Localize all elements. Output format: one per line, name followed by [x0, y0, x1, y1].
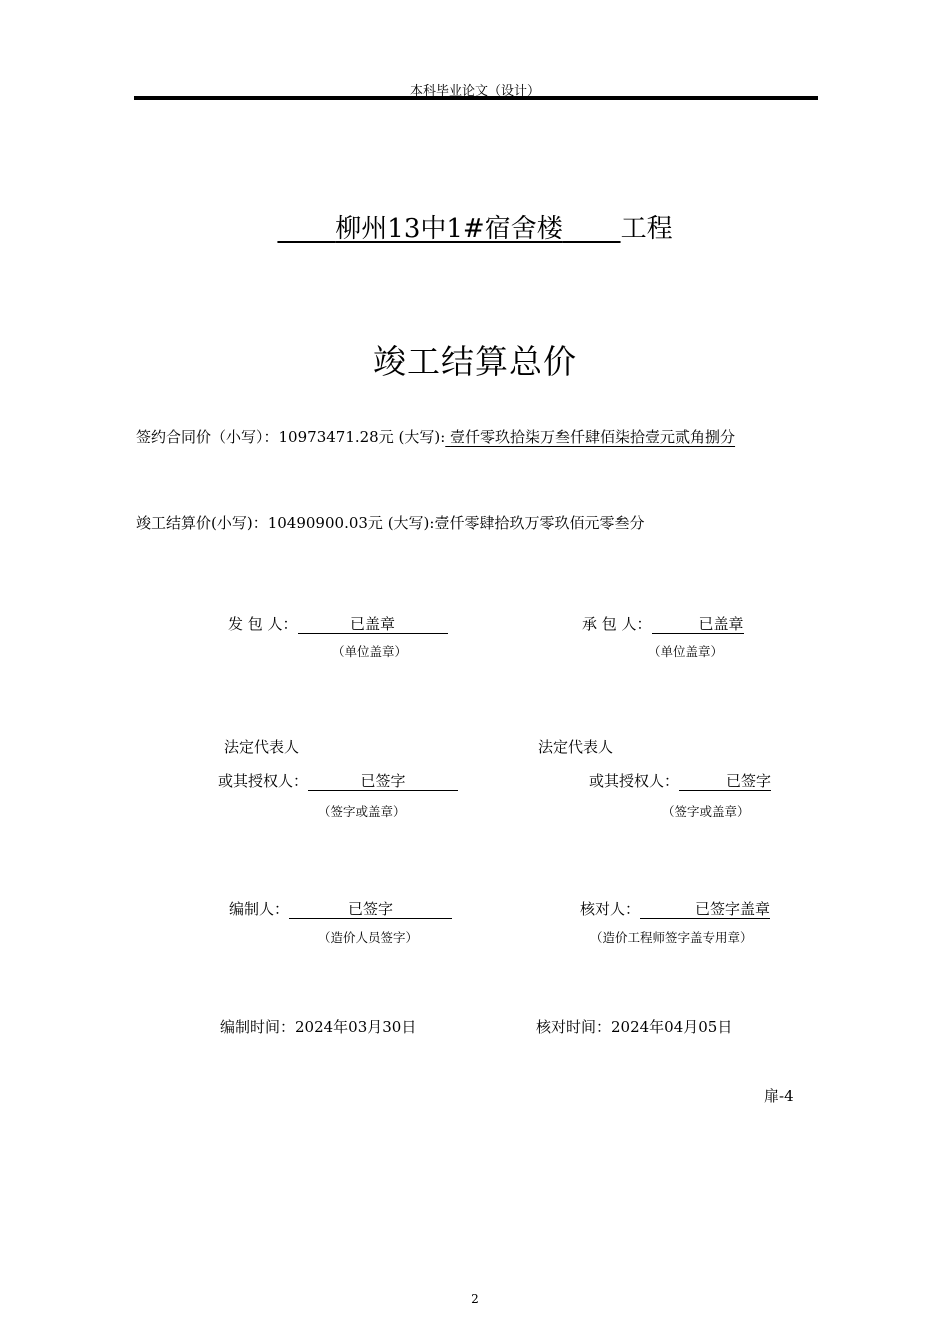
compiled-date: 编制时间：2024年03月30日 — [220, 1018, 417, 1036]
document-title: 竣工结算总价 — [373, 342, 577, 381]
checked-date: 核对时间：2024年04月05日 — [536, 1018, 733, 1036]
settlement-upper-label: (大写): — [387, 514, 435, 532]
header-rule — [134, 96, 818, 100]
settlement-price-label: 竣工结算价(小写)： — [136, 514, 268, 532]
compiler-signature-field: 已签字 — [289, 900, 452, 919]
employer-note: （单位盖章） — [332, 644, 408, 659]
contract-price-line — [136, 426, 735, 447]
checker-label: 核对人： — [580, 900, 641, 918]
checker-signature-field: 已签字盖章 — [640, 900, 770, 919]
compiler-note: （造价人员签字） — [318, 930, 419, 945]
right-rep-label1: 法定代表人 — [538, 738, 614, 756]
left-rep-label2: 或其授权人： — [218, 772, 309, 790]
settlement-upper-amount: 壹仟零肆拾玖万零玖佰元零叁分 — [434, 514, 645, 532]
left-rep-signature-field: 已签字 — [308, 772, 458, 791]
right-rep-row — [589, 770, 771, 791]
left-rep-row — [218, 770, 458, 791]
contractor-row — [582, 613, 744, 634]
settlement-price-amount: 10490900.03元 — [267, 514, 383, 532]
project-suffix: 工程 — [620, 214, 673, 244]
contractor-label: 承 包 人： — [582, 615, 652, 633]
left-rep-label1: 法定代表人 — [224, 738, 300, 756]
contractor-seal-field: 已盖章 — [652, 615, 744, 634]
page-number: 2 — [471, 1292, 479, 1306]
settlement-price-line — [136, 512, 644, 533]
running-header: 本科毕业论文（设计） — [409, 84, 540, 99]
compiler-label: 编制人： — [229, 900, 290, 918]
employer-seal-field: 已盖章 — [298, 615, 448, 634]
contract-price-label: 签约合同价（小写）： — [136, 428, 279, 446]
project-title — [0, 208, 950, 245]
right-rep-label2: 或其授权人： — [589, 772, 680, 790]
employer-label: 发 包 人： — [228, 615, 298, 633]
form-code: 扉-4 — [764, 1087, 794, 1105]
contract-upper-label: (大写): — [398, 428, 446, 446]
project-name: 柳州13中1#宿舍楼 — [335, 214, 563, 244]
checker-note: （造价工程师签字盖专用章） — [590, 930, 753, 945]
contract-price-amount: 10973471.28元 — [278, 428, 394, 446]
left-rep-note: （签字或盖章） — [318, 804, 406, 819]
right-rep-signature-field: 已签字 — [679, 772, 771, 791]
contractor-note: （单位盖章） — [648, 644, 724, 659]
checker-row — [580, 898, 770, 919]
right-rep-note: （签字或盖章） — [662, 804, 750, 819]
contract-upper-amount: 壹仟零玖拾柒万叁仟肆佰柒拾壹元贰角捌分 — [450, 428, 736, 446]
employer-row — [228, 613, 448, 634]
compiler-row — [229, 898, 452, 919]
